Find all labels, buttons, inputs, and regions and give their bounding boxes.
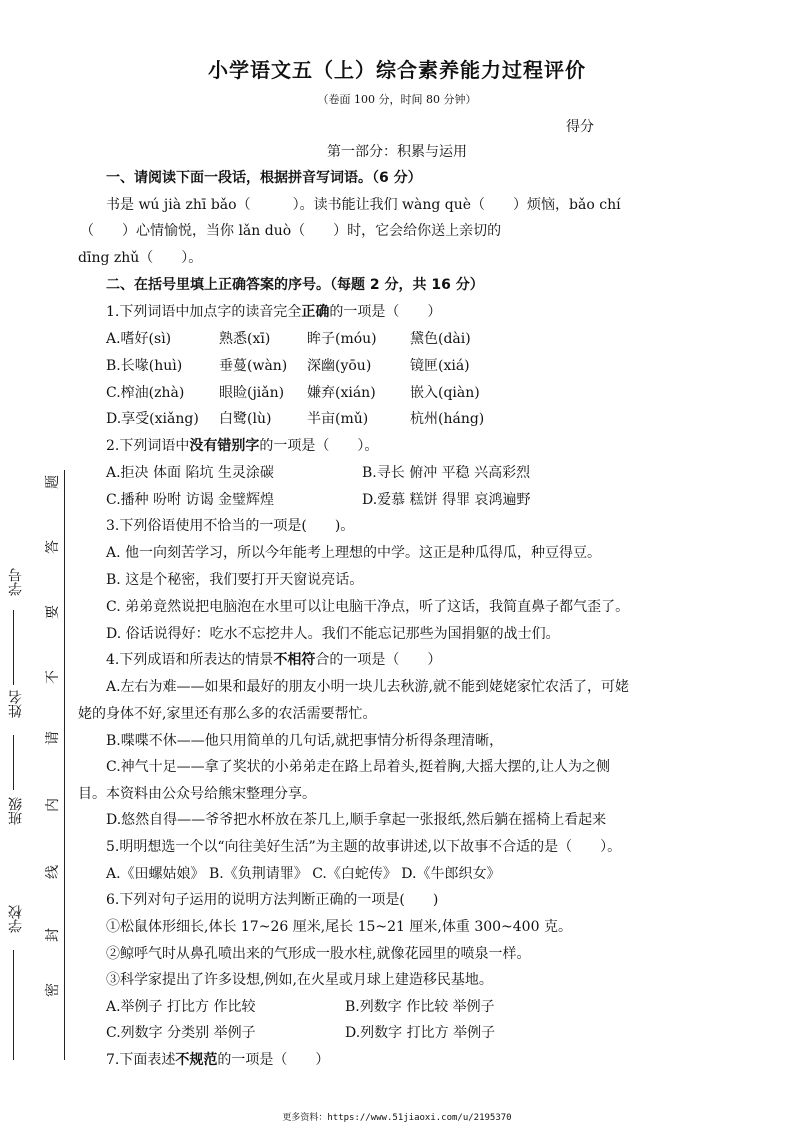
q6-stem: 6.下列对句子运用的说明方法判断正确的一项是( ) xyxy=(106,892,439,908)
q5-stem: 5.明明想选一个以“向往美好生活”为主题的故事讲述,以下故事不合适的是（ ）。 xyxy=(106,839,622,855)
q6-item: ①松鼠体形细长,体长 17~26 厘米,尾长 15~21 厘米,体重 300~400 克。 xyxy=(106,919,572,935)
q1-option-a: A.嗜好(sì) 熟悉(xī) 眸子(móu) 黛色(dài) xyxy=(106,331,471,347)
school-label: 学校 xyxy=(8,905,24,933)
seal-char: 内 xyxy=(45,798,61,812)
q6-item: ②鲸呼气时从鼻孔喷出来的气形成一股水柱,就像花园里的喷泉一样。 xyxy=(106,946,531,962)
q6-option-c: C.列数字 分类别 举例子 xyxy=(106,1025,256,1041)
q5-options: A.《田螺姑娘》 B.《负荆请罪》 C.《白蛇传》 D.《牛郎织女》 xyxy=(106,866,501,882)
q1-option-b: B.长喙(huì) 垂蔓(wàn) 深幽(yōu) 镜匣(xiá) xyxy=(106,358,470,374)
q2-option-a: A.拒决 体面 陷坑 生灵涂碳 xyxy=(106,465,274,481)
number-label: 学号 xyxy=(8,568,24,596)
q2-option-b: B.寻长 俯冲 平稳 兴高彩烈 xyxy=(362,465,531,481)
footer-link[interactable]: 更多资料：https://www.51jiaoxi.com/u/2195370 xyxy=(282,1113,512,1123)
q4-line: 姥的身体不好,家里还有那么多的农活需要帮忙。 xyxy=(78,706,377,722)
name-label: 姓名 xyxy=(8,690,24,718)
q6-option-d: D.列数字 打比方 举例子 xyxy=(345,1025,496,1041)
q1-stem: 1.下列词语中加点字的读音完全正确的一项是（ ） xyxy=(106,304,442,320)
seal-char: 题 xyxy=(45,475,61,489)
q4-line: 目。本资料由公众号给熊宋整理分享。 xyxy=(78,786,316,802)
section2-heading: 二、在括号里填上正确答案的序号。（每题 2 分，共 16 分） xyxy=(106,277,484,293)
section1-line: dīng zhǔ（ ）。 xyxy=(78,250,203,266)
q6-item: ③科学家提出了许多设想,例如,在火星或月球上建造移民基地。 xyxy=(106,972,493,988)
section1-line: （ ）心情愉悦，当你 lǎn duò（ ）时，它会给你送上亲切的 xyxy=(80,223,502,239)
seal-line xyxy=(64,470,65,1060)
q1-option-d: D.享受(xiǎng) 白鹭(lù) 半亩(mǔ) 杭州(háng) xyxy=(106,411,485,427)
section1-line: 书是 wú jià zhī bǎo（ ）。读书能让我们 wàng què（ ）烦恼，bǎo chí xyxy=(106,197,621,213)
q4-line: B.喋喋不休——他只用简单的几句话,就把事情分析得条理清晰， xyxy=(106,733,504,749)
q2-option-c: C.播种 吩咐 访谒 金璧辉煌 xyxy=(106,492,275,508)
seal-char: 请 xyxy=(45,731,61,745)
seal-char: 封 xyxy=(45,928,61,942)
q2-stem: 2.下列词语中没有错别字的一项是（ ）。 xyxy=(106,438,379,454)
q6-option-b: B.列数字 作比较 举例子 xyxy=(345,999,495,1015)
q4-stem: 4.下列成语和所表达的情景不相符合的一项是（ ） xyxy=(106,652,442,668)
binding-margin xyxy=(0,0,70,1123)
q6-option-a: A.举例子 打比方 作比较 xyxy=(106,999,256,1015)
school-underline xyxy=(13,950,14,1060)
part-heading: 第一部分：积累与运用 xyxy=(327,144,467,160)
q3-stem: 3.下列俗语使用不恰当的一项是( )。 xyxy=(106,518,355,534)
class-label: 班级 xyxy=(8,797,24,825)
q4-line: D.悠然自得——爷爷把水杯放在茶几上,顺手拿起一张报纸,然后躺在摇椅上看起来 xyxy=(106,812,607,828)
section1-heading: 一、请阅读下面一段话，根据拼音写词语。（6 分） xyxy=(106,170,422,186)
seal-char: 不 xyxy=(45,670,61,684)
seal-char: 要 xyxy=(45,605,61,619)
name-underline xyxy=(13,610,14,685)
page-title: 小学语文五（上）综合素养能力过程评价 xyxy=(208,58,586,82)
seal-char: 密 xyxy=(45,983,61,997)
q2-option-d: D.爱慕 糕饼 得罪 哀鸿遍野 xyxy=(362,492,531,508)
seal-char: 线 xyxy=(45,865,61,879)
q3-option-a: A. 他一向刻苦学习，所以今年能考上理想的中学。这正是种瓜得瓜，种豆得豆。 xyxy=(106,545,602,561)
q4-line: A.左右为难——如果和最好的朋友小明一块儿去秋游,就不能到姥姥家忙农活了，可姥 xyxy=(106,679,630,695)
class-underline xyxy=(13,735,14,790)
q3-option-b: B. 这是个秘密，我们要打开天窗说亮话。 xyxy=(106,572,364,588)
q1-option-c: C.榨油(zhà) 眼睑(jiǎn) 嫌弃(xián) 嵌入(qiàn) xyxy=(106,385,480,401)
score-label: 得分 xyxy=(566,119,594,135)
q4-line: C.神气十足——拿了奖状的小弟弟走在路上昂着头,挺着胸,大摇大摆的,让人为之侧 xyxy=(106,759,611,775)
q3-option-d: D. 俗话说得好：吃水不忘挖井人。我们不能忘记那些为国捐躯的战士们。 xyxy=(106,626,560,642)
q7-stem: 7.下面表述不规范的一项是（ ） xyxy=(106,1052,330,1068)
exam-subtitle: （卷面 100 分，时间 80 分钟） xyxy=(317,93,477,106)
seal-char: 答 xyxy=(45,540,61,554)
q3-option-c: C. 弟弟竟然说把电脑泡在水里可以让电脑干净点，听了这话，我简直鼻子都气歪了。 xyxy=(106,599,630,615)
